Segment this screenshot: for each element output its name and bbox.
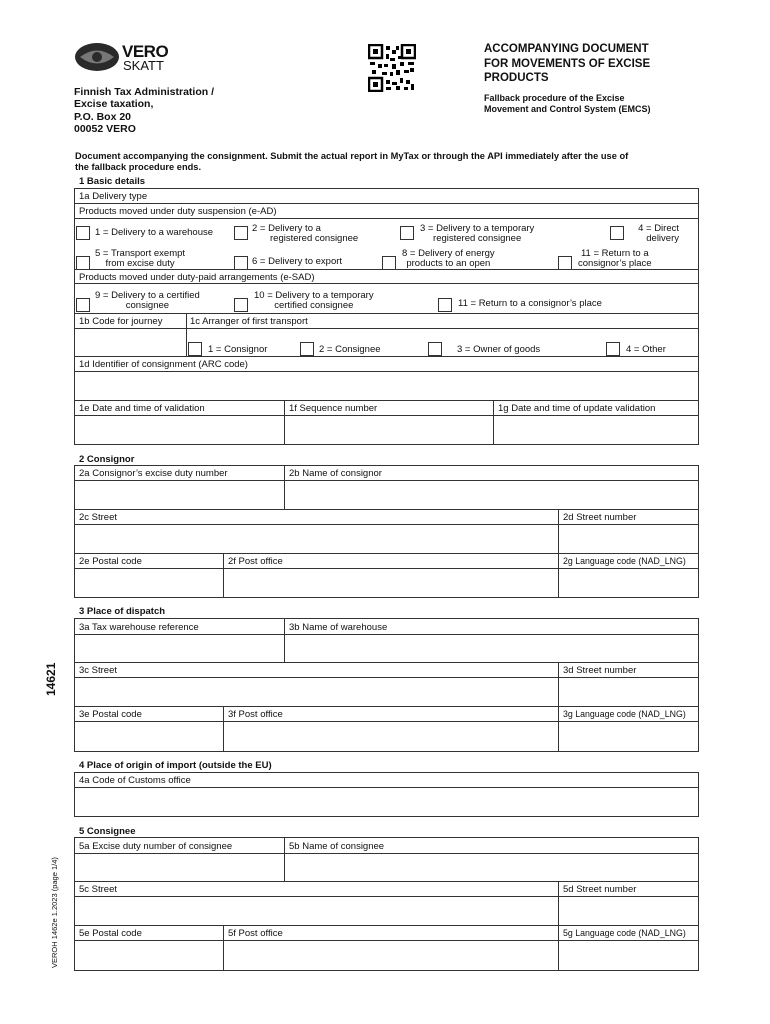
opt4-line: 4 = Direct <box>638 223 679 234</box>
intro-text <box>75 151 628 173</box>
opt4-line: delivery <box>646 233 679 244</box>
consignee-office-input[interactable] <box>224 941 557 970</box>
consignee-lang-input[interactable] <box>559 941 698 970</box>
section-5-title: 5 Consignee <box>79 826 136 837</box>
consignor-office-label: 2f Post office <box>228 556 283 567</box>
consignee-duty-input[interactable] <box>75 854 283 880</box>
checkbox-opt2[interactable] <box>234 226 248 240</box>
sequence-input[interactable] <box>285 416 492 444</box>
consignee-street-label: 5c Street <box>79 884 118 895</box>
opt6-label: 6 = Delivery to export <box>252 256 343 267</box>
consignor-postal-input[interactable] <box>75 569 222 597</box>
section-3-title: 3 Place of dispatch <box>79 606 166 617</box>
form-number: 14621 <box>44 662 58 696</box>
opt8-line: products to an open <box>406 258 491 269</box>
consignor-office-input[interactable] <box>224 569 557 597</box>
checkbox-arr3[interactable] <box>428 342 442 356</box>
subtitle-line: Fallback procedure of the Excise <box>484 93 625 103</box>
logo-emblem-icon <box>74 42 120 72</box>
opt11-line: 11 = Return to a <box>580 248 649 259</box>
arr3-label: 3 = Owner of goods <box>457 344 541 355</box>
opt2-line: 2 = Delivery to a <box>252 223 321 234</box>
opt11-label <box>578 249 652 269</box>
intro-line: the fallback procedure ends. <box>75 162 202 172</box>
dispatch-postal-label: 3e Postal code <box>79 709 142 720</box>
address-line: Excise taxation, <box>74 98 154 111</box>
opt10-line: 10 = Delivery to a temporary <box>254 290 374 301</box>
document-subtitle <box>484 93 651 115</box>
consignor-lang-label: 2g Language code (NAD_LNG) <box>563 556 686 566</box>
opt2-line: registered consignee <box>270 233 359 244</box>
opt5-label <box>95 249 185 269</box>
checkbox-arr1[interactable] <box>188 342 202 356</box>
opt4-label <box>625 224 679 244</box>
checkbox-arr2[interactable] <box>300 342 314 356</box>
consignee-streetno-label: 5d Street number <box>563 884 637 895</box>
checkbox-opt1[interactable] <box>76 226 90 240</box>
dispatch-lang-label: 3g Language code (NAD_LNG) <box>563 709 686 719</box>
consignee-office-label: 5f Post office <box>228 928 283 939</box>
title-line: FOR MOVEMENTS OF EXCISE <box>484 57 651 70</box>
consignee-street-input[interactable] <box>75 897 557 924</box>
warehouse-name-label: 3b Name of warehouse <box>289 622 388 633</box>
checkbox-opt9[interactable] <box>76 298 90 312</box>
consignor-name-label: 2b Name of consignor <box>289 468 382 479</box>
address-line: P.O. Box 20 <box>74 110 132 123</box>
checkbox-arr4[interactable] <box>606 342 620 356</box>
opt8-label <box>402 249 495 269</box>
consignor-duty-label: 2a Consignor’s excise duty number <box>79 468 228 479</box>
opt5-line: 5 = Transport exempt <box>95 248 186 259</box>
address-line: 00052 VERO <box>74 122 136 135</box>
opt3-label <box>420 224 534 244</box>
update-input[interactable] <box>494 416 698 444</box>
esad-label: Products moved under duty-paid arrangements (e-SAD) <box>79 272 315 283</box>
opt2-label <box>252 224 358 244</box>
dispatch-office-input[interactable] <box>224 722 557 751</box>
opt9-line: consignee <box>125 300 170 311</box>
arc-input[interactable] <box>75 372 698 399</box>
warehouse-name-input[interactable] <box>285 635 698 661</box>
title-line: ACCOMPANYING DOCUMENT <box>484 43 649 55</box>
intro-line: Document accompanying the consignment. Submit the actual report in MyTax or through the API immediately after the use of <box>75 151 629 161</box>
opt11b-label: 11 = Return to a consignor’s place <box>458 298 602 309</box>
ead-label: Products moved under duty suspension (e-AD) <box>79 206 277 217</box>
consignor-street-input[interactable] <box>75 525 557 552</box>
dispatch-street-input[interactable] <box>75 678 557 705</box>
dispatch-lang-input[interactable] <box>559 722 698 751</box>
customs-office-label: 4a Code of Customs office <box>79 775 191 786</box>
customs-office-input[interactable] <box>75 788 698 816</box>
dispatch-office-label: 3f Post office <box>228 709 283 720</box>
document-title <box>484 42 650 86</box>
opt3-line: registered consignee <box>433 233 522 244</box>
dispatch-streetno-label: 3d Street number <box>563 665 637 676</box>
opt1-label: 1 = Delivery to a warehouse <box>95 227 214 238</box>
validation-label: 1e Date and time of validation <box>79 403 205 414</box>
logo-vero-text: VERO <box>122 42 169 61</box>
consignor-street-label: 2c Street <box>79 512 118 523</box>
arc-label: 1d Identifier of consignment (ARC code) <box>79 359 248 370</box>
sequence-label: 1f Sequence number <box>289 403 378 414</box>
consignor-postal-label: 2e Postal code <box>79 556 142 567</box>
warehouse-ref-label: 3a Tax warehouse reference <box>79 622 199 633</box>
checkbox-opt11[interactable] <box>558 256 572 270</box>
section-4-title: 4 Place of origin of import (outside the EU) <box>79 760 272 771</box>
arr4-label: 4 = Other <box>626 344 666 355</box>
checkbox-opt6[interactable] <box>234 256 248 270</box>
vero-logo <box>74 42 174 72</box>
checkbox-opt5[interactable] <box>76 256 90 270</box>
consignee-streetno-input[interactable] <box>559 897 698 924</box>
opt11-line: consignor’s place <box>578 258 652 269</box>
checkbox-opt4[interactable] <box>610 226 624 240</box>
opt9-line: 9 = Delivery to a certified <box>95 290 200 301</box>
opt8-line: 8 = Delivery of energy <box>402 248 495 259</box>
checkbox-opt11b[interactable] <box>438 298 452 312</box>
consignor-streetno-label: 2d Street number <box>563 512 637 523</box>
consignee-postal-label: 5e Postal code <box>79 928 142 939</box>
title-line: PRODUCTS <box>484 72 549 85</box>
dispatch-street-label: 3c Street <box>79 665 118 676</box>
checkbox-opt8[interactable] <box>382 256 396 270</box>
consignor-duty-input[interactable] <box>75 481 283 508</box>
consignee-name-input[interactable] <box>285 854 698 880</box>
qr-code-icon <box>368 44 416 92</box>
consignee-postal-input[interactable] <box>75 941 222 970</box>
consignee-name-label: 5b Name of consignee <box>289 841 385 852</box>
dispatch-postal-input[interactable] <box>75 722 222 751</box>
footer-code: VEROH 1462e 1.2023 (page 1/4) <box>50 857 59 968</box>
opt9-label <box>95 291 200 311</box>
arr2-label: 2 = Consignee <box>319 344 381 355</box>
checkbox-opt10[interactable] <box>234 298 248 312</box>
logo-skatt-text: SKATT <box>123 58 164 73</box>
consignee-lang-label: 5g Language code (NAD_LNG) <box>563 928 686 938</box>
consignee-duty-label: 5a Excise duty number of consignee <box>79 841 233 852</box>
arr1-label: 1 = Consignor <box>208 344 268 355</box>
consignor-streetno-input[interactable] <box>559 525 698 552</box>
section-1-title: 1 Basic details <box>79 176 146 187</box>
address-block <box>74 86 214 135</box>
journey-label: 1b Code for journey <box>79 316 163 327</box>
section-2-title: 2 Consignor <box>79 454 135 465</box>
consignor-name-input[interactable] <box>285 481 698 508</box>
opt3-line: 3 = Delivery to a temporary <box>420 223 535 234</box>
warehouse-ref-input[interactable] <box>75 635 283 661</box>
address-line: Finnish Tax Administration / <box>74 86 215 98</box>
arranger-label: 1c Arranger of first transport <box>190 316 308 327</box>
opt10-line: certified consignee <box>274 300 354 311</box>
opt10-label <box>254 291 374 311</box>
consignor-lang-input[interactable] <box>559 569 698 597</box>
validation-input[interactable] <box>75 416 283 444</box>
opt5-line: from excise duty <box>105 258 175 269</box>
subtitle-line: Movement and Control System (EMCS) <box>484 104 651 114</box>
delivery-type-label: 1a Delivery type <box>79 191 148 202</box>
update-label: 1g Date and time of update validation <box>498 403 656 414</box>
dispatch-streetno-input[interactable] <box>559 678 698 705</box>
checkbox-opt3[interactable] <box>400 226 414 240</box>
